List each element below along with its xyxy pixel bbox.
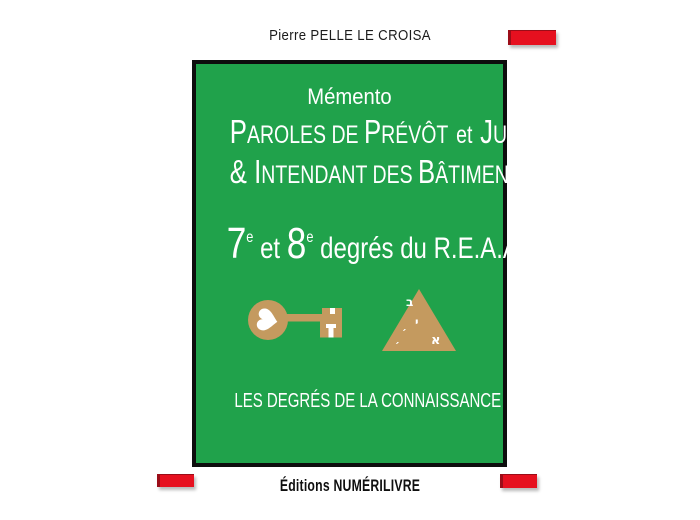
key-graphic [244,298,344,344]
red-accent-bottom-left [157,474,194,487]
cover-subtitle: LES DEGRÉS DE LA CONNAISSANCE [234,390,502,412]
hebrew-geresh-middle: ׳ [402,325,407,338]
hebrew-letter-bet: ב [406,295,414,309]
red-accent-bottom-right [500,474,537,488]
key-tip-notch [330,308,335,314]
title-line-1: PAROLES DE PRÉVÔT et JUGE [229,113,536,150]
red-accent-top-right [508,30,556,45]
key-bit-cutout [326,324,336,328]
book-cover-panel [192,60,536,467]
key-shaft [286,314,342,322]
heart-key-icon [244,298,344,344]
author-name: Pierre PELLE LE CROISA [269,27,431,44]
publisher-line: Éditions NUMÉRILIVRE [279,476,421,495]
key-bit-slot [329,328,334,338]
triangle-graphic [380,287,458,353]
hebrew-letter-aleph: א [431,333,441,348]
hebrew-letter-yod: י [415,315,419,329]
title-line-2: & INTENDANT DES BÂTIMENTS [229,153,534,190]
hebrew-geresh-bottom: ׳ [395,338,400,351]
degree-line: 7e et 8e degrés du R.E.A.A. [226,219,526,268]
gold-triangle [382,289,456,351]
series-title: Mémento [307,84,392,109]
triangle-hebrew-icon [380,287,458,353]
